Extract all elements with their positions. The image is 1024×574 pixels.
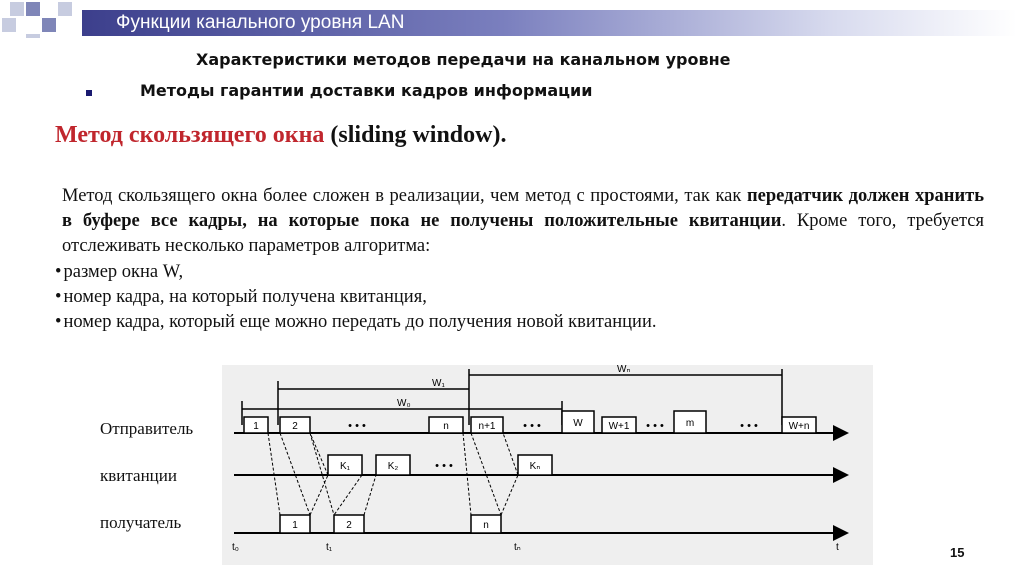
sender-frame-label: 1 xyxy=(253,421,259,432)
sender-label: Отправитель xyxy=(100,419,194,438)
ellipsis: • • • xyxy=(435,460,453,472)
time-label: t₀ xyxy=(232,542,239,553)
sender-frame-label: n+1 xyxy=(478,421,496,432)
ack-frame-label: K₂ xyxy=(387,461,399,472)
slide-title: Функции канального уровня LAN xyxy=(116,12,405,33)
deco-square xyxy=(2,18,16,32)
sender-frame-label: n xyxy=(443,421,449,432)
bullet-square-icon xyxy=(86,90,92,96)
paragraph-bold-text: передатчик должен хранить в буфере все кадры, на которые пока не получены положительные квитанции xyxy=(62,186,984,231)
method-name: Метод скользящего окна xyxy=(55,122,325,148)
time-label: tₙ xyxy=(514,542,521,553)
parameter-list xyxy=(55,260,656,335)
time-label: t₁ xyxy=(326,542,333,553)
list-item: • размер окна W, xyxy=(55,260,656,285)
method-title xyxy=(55,122,506,149)
deco-square xyxy=(42,18,56,32)
paragraph-text: Метод скользящего окна более сложен в реализации, чем метод с простоями, так как xyxy=(62,186,747,206)
acks-label: квитанции xyxy=(100,466,177,485)
window-w0-label: W₀ xyxy=(397,398,411,409)
receiver-label: получатель xyxy=(100,513,182,532)
time-label: t xyxy=(836,542,839,553)
method-suffix: (sliding window). xyxy=(324,122,507,148)
paragraph-text: . Кроме того, требуется отслеживать несколько параметров алгоритма: xyxy=(62,211,984,256)
deco-square xyxy=(26,34,40,38)
ellipsis: • • • xyxy=(348,420,366,432)
slide-header xyxy=(0,0,1024,38)
deco-square xyxy=(10,2,24,16)
sender-frame-label: W+n xyxy=(788,421,810,432)
ellipsis: • • • xyxy=(646,420,664,432)
receiver-frame-label: 2 xyxy=(346,520,352,531)
description-paragraph xyxy=(62,184,984,259)
deco-square xyxy=(26,2,40,16)
ack-frame-label: Kₙ xyxy=(529,461,541,472)
list-item: • номер кадра, который еще можно передать до получения новой квитанции. xyxy=(55,310,656,335)
receiver-frame-label: n xyxy=(483,520,489,531)
sender-frame-label: W xyxy=(573,418,583,429)
section-heading: Характеристики методов передачи на канальном уровне xyxy=(196,50,731,69)
sender-frame-label: 2 xyxy=(292,421,298,432)
sender-frame-label: m xyxy=(685,418,695,429)
ack-frame-label: K₁ xyxy=(339,461,351,472)
sender-frame-label: W+1 xyxy=(608,421,630,432)
subsection-heading: Методы гарантии доставки кадров информации xyxy=(140,81,593,100)
window-w1-label: W₁ xyxy=(432,378,445,389)
page-number: 15 xyxy=(950,545,965,560)
receiver-frame-label: 1 xyxy=(292,520,298,531)
ellipsis: • • • xyxy=(740,420,758,432)
ellipsis: • • • xyxy=(523,420,541,432)
sliding-window-diagram xyxy=(222,365,873,565)
window-wn-label: Wₙ xyxy=(617,365,631,375)
list-item: • номер кадра, на который получена квитанция, xyxy=(55,285,656,310)
deco-square xyxy=(58,2,72,16)
